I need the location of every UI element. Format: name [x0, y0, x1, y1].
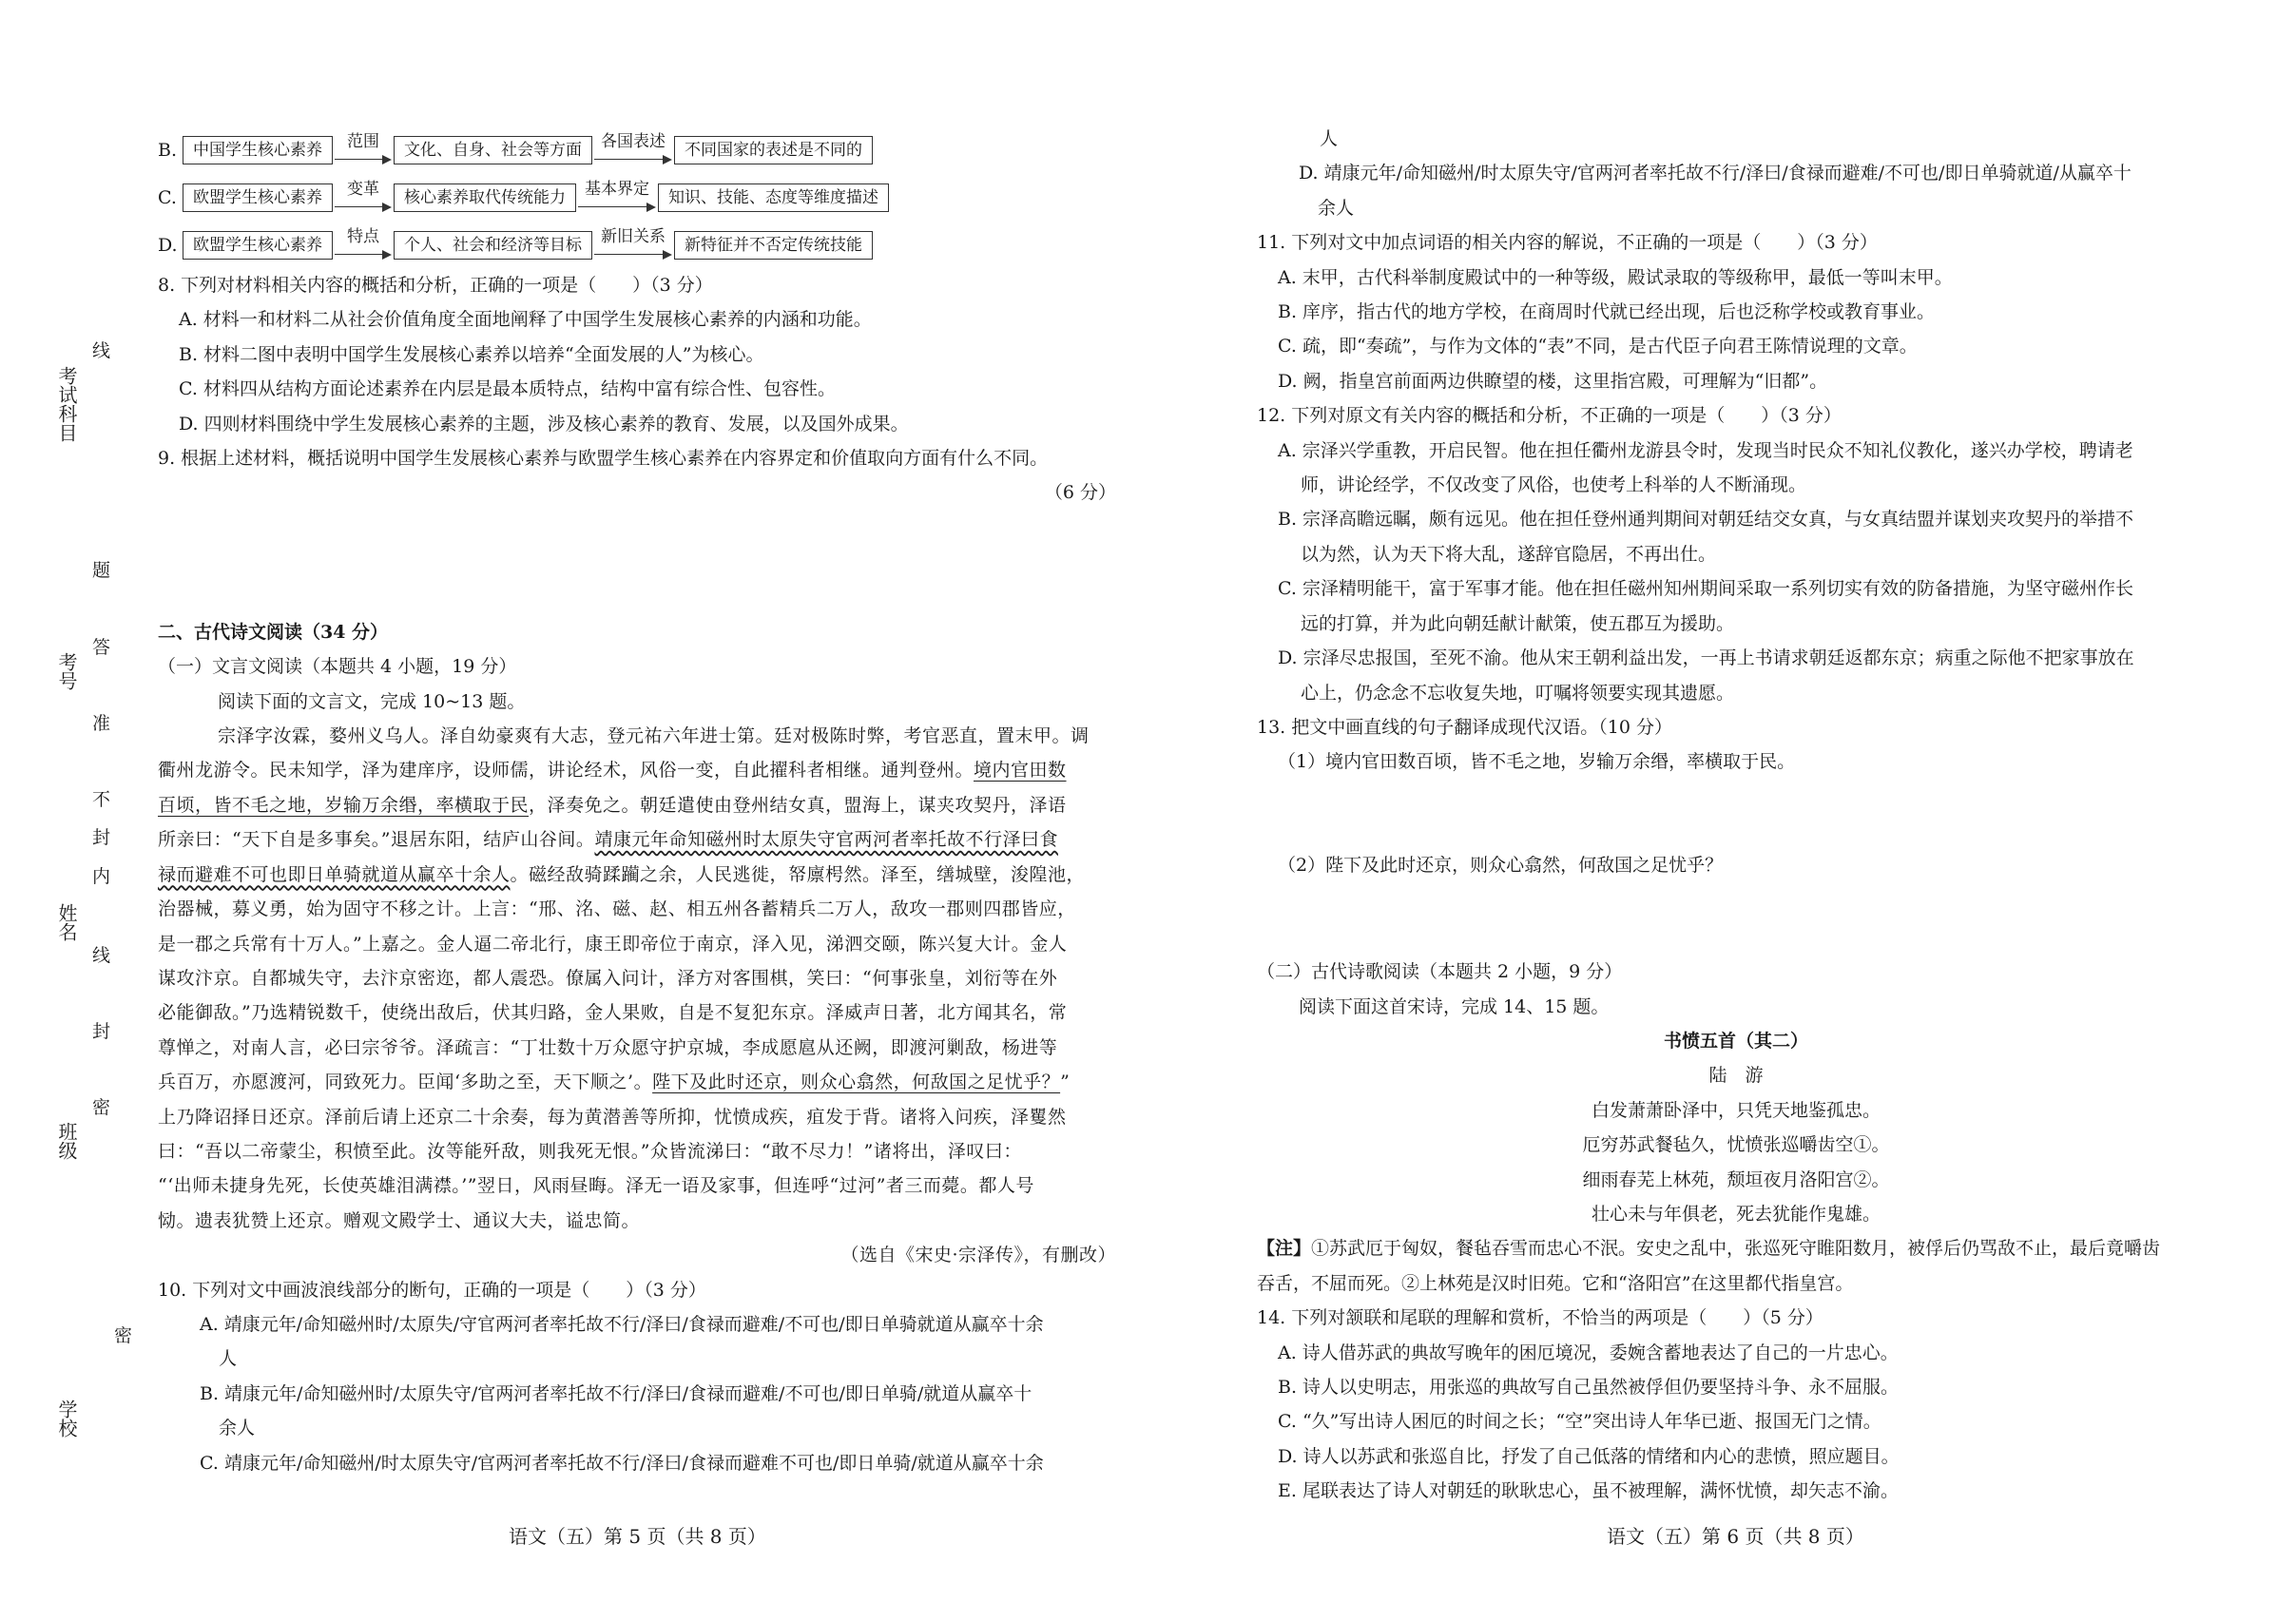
flow-option-c	[158, 179, 889, 217]
q14-stem: 14. 下列对颔联和尾联的理解和赏析，不恰当的两项是（ ）（5 分）	[1257, 1307, 1823, 1329]
wavy-underline: 禄而避难不可也即日单骑就道从赢卒十余人	[158, 863, 511, 885]
page-footer-left: 语文（五）第 5 页（共 8 页）	[509, 1525, 766, 1548]
q13-sentence-2: （2）陛下及此时还京，则众心翕然，何敌国之足忧乎？	[1278, 854, 1724, 876]
q14-option-d: D. 诗人以苏武和张巡自比，抒发了自己低落的情绪和内心的悲愤，照应题目。	[1278, 1445, 1900, 1467]
left-page	[158, 268, 1116, 1480]
flow-arrow	[592, 226, 674, 264]
q12-option-d: D. 宗泽尽忠报国，至死不渝。他从宋王朝利益出发，一再上书请求朝廷返都东京；病重之际他不把家事放在	[1278, 647, 2134, 669]
poem-author: 陆 游	[1708, 1065, 1764, 1087]
seal-char: 答	[92, 637, 111, 658]
q12-option-c-cont: 远的打算，并为此向朝廷献计献策，使五郡互为援助。	[1301, 612, 1735, 634]
q10-stem: 10. 下列对文中画波浪线部分的断句，正确的一项是（ ）（3 分）	[158, 1279, 706, 1301]
exam-subject-label: 考试科目	[55, 366, 78, 442]
q12-option-b-cont: 以为然，认为天下将大乱，遂辞官隐居，不再出仕。	[1301, 543, 1717, 565]
seal-char: 线	[92, 945, 111, 966]
q11-option-a: A. 末甲，古代科举制度殿试中的一种等级，殿试录取的等级称甲，最低一等叫末甲。	[1278, 266, 1953, 288]
passage-line: 治器械，募义勇，始为固守不移之计。上言：“邢、洺、磁、赵、相五州各蓄精兵二万人，敌攻一郡则四郡皆应，	[158, 898, 1076, 920]
q8-option-b: B. 材料二图中表明中国学生发展核心素养以培养“全面发展的人”为核心。	[179, 343, 764, 365]
flow-box: 欧盟学生核心素养	[183, 231, 333, 260]
flow-arrow	[592, 131, 674, 169]
exam-number-label: 考号	[55, 652, 78, 690]
q10-option-a: A. 靖康元年/命知磁州时/太原失/守官两河者率托故不行/泽曰/食禄而避难/不可也/即日单骑就道从赢卒十余	[200, 1313, 1044, 1335]
straight-underline: 境内官田数	[974, 760, 1067, 782]
passage-line: 尊惮之，对南人言，必曰宗爷爷。泽疏言：“丁壮数十万众愿守护京城，李成愿扈从还阙，即渡河剿敌，杨进等	[158, 1036, 1058, 1058]
q12-option-a: A. 宗泽兴学重教，开启民智。他在担任衢州龙游县令时，发现当时民众不知礼仪教化，遂兴办学校，聘请老	[1278, 439, 2133, 461]
poem-line: 厄穷苏武餐毡久，忧愤张巡嚼齿空①。	[1582, 1134, 1890, 1156]
class-label: 班级	[55, 1122, 78, 1160]
flow-box: 不同国家的表述是不同的	[674, 136, 873, 164]
subsection-1-heading: （一）文言文阅读（本题共 4 小题，19 分）	[158, 656, 517, 678]
q14-option-c: C. “久”写出诗人困厄的时间之长；“空”突出诗人年华已逝、报国无门之情。	[1278, 1411, 1881, 1433]
q10-option-d: D. 靖康元年/命知磁州/时太原失守/官两河者率托故不行/泽曰/食禄而避难/不可也/即日单骑就道/从赢卒十	[1299, 163, 2132, 184]
poem-title: 书愤五首（其二）	[1663, 1030, 1808, 1052]
wavy-underline: 靖康元年命知磁州时太原失守官两河者率托故不行泽曰食	[594, 829, 1058, 851]
straight-underline: 百顷，皆不毛之地，岁输万余缗，率横取于民	[158, 794, 530, 816]
q10-option-b: B. 靖康元年/命知磁州时/太原失守/官两河者率托故不行/泽曰/食禄而避难/不可也/即日单骑/就道从赢卒十	[200, 1382, 1032, 1404]
flow-box: 个人、社会和经济等目标	[394, 231, 592, 260]
arrow-label: 特点	[347, 227, 379, 246]
flow-box: 欧盟学生核心素养	[183, 183, 333, 212]
seal-char: 密	[114, 1325, 133, 1346]
seal-char: 题	[92, 560, 111, 581]
q8-option-d: D. 四则材料围绕中学生发展核心素养的主题，涉及核心素养的教育、发展，以及国外成果。	[179, 413, 909, 434]
q11-option-d: D. 阙，指皇宫前面两边供瞭望的楼，这里指宫殿，可理解为“旧都”。	[1278, 370, 1828, 392]
flow-arrow	[576, 179, 658, 217]
passage-line	[158, 753, 1116, 787]
classical-passage	[158, 719, 1116, 1273]
subsection-2-heading: （二）古代诗歌阅读（本题共 2 小题，9 分）	[1257, 961, 1623, 983]
q14-option-a: A. 诗人借苏武的典故写晚年的困厄境况，委婉含蓄地表达了自己的一片忠心。	[1278, 1342, 1899, 1363]
q10-option-a-cont: 人	[219, 1348, 238, 1370]
option-label: B.	[158, 140, 178, 161]
arrow-label: 新旧关系	[601, 227, 666, 246]
note-text: ①苏武厄于匈奴，餐毡吞雪而忠心不泯。安史之乱中，张巡死守睢阳数月，被俘后仍骂敌不止，最后竟嚼齿	[1311, 1238, 2161, 1260]
passage-text: 兵百万，亦愿渡河，同致死力。臣闻‘多助之至，天下顺之’。	[158, 1072, 653, 1093]
passage-text: 。磁经敌骑蹂躏之余，人民逃徙，帑廪枵然。泽至，缮城壁，浚隍池，	[510, 863, 1086, 885]
q8-option-a: A. 材料一和材料二从社会价值角度全面地阐释了中国学生发展核心素养的内涵和功能。	[179, 309, 872, 331]
arrow-label: 基本界定	[585, 180, 649, 199]
school-label: 学校	[55, 1400, 78, 1438]
q10-option-b-cont: 余人	[219, 1418, 256, 1439]
flow-option-d	[158, 226, 873, 264]
option-label: D.	[158, 235, 178, 256]
passage-text: 衢州龙游令。民未知学，泽为建庠序，设师儒，讲论经术，风俗一变，自此擢科者相继。通判登州。	[158, 760, 974, 782]
seal-char: 密	[92, 1097, 111, 1118]
q11-stem: 11. 下列对文中加点词语的相关内容的解说，不正确的一项是（ ）（3 分）	[1257, 232, 1878, 254]
q12-option-d-cont: 心上，仍念念不忘收复失地，叮嘱将领要实现其遗愿。	[1301, 682, 1735, 704]
passage-text: 所亲曰：“天下自是多事矣。”退居东阳，结庐山谷间。	[158, 829, 595, 851]
instruction-2: 阅读下面这首宋诗，完成 14、15 题。	[1299, 995, 1610, 1017]
straight-underline: 陛下及此时还京，则众心翕然，何敌国之足忧乎？	[652, 1072, 1061, 1093]
passage-line	[158, 858, 1116, 892]
name-label: 姓名	[55, 903, 78, 941]
passage-line: 宗泽字汝霖，婺州义乌人。泽自幼豪爽有大志，登元祐六年进士第。廷对极陈时弊，考官恶直，置末甲。调	[218, 725, 1090, 747]
flow-box: 核心素养取代传统能力	[394, 183, 576, 212]
passage-line: “‘出师未捷身先死，长使英雄泪满襟。’”翌日，风雨昼晦。泽无一语及家事，但连呼“过河”者三而薨。都人号	[158, 1175, 1034, 1197]
q10-option-c: C. 靖康元年/命知磁州/时太原失守/官两河者率托故不行/泽曰/食禄而避难不可也/即日单骑/就道从赢卒十余	[200, 1452, 1044, 1474]
flow-option-b	[158, 131, 873, 169]
flow-arrow	[333, 179, 394, 217]
poem-line: 壮心未与年俱老，死去犹能作鬼雄。	[1591, 1203, 1881, 1225]
q8-stem: 8. 下列对材料相关内容的概括和分析，正确的一项是（ ）（3 分）	[158, 275, 713, 296]
q10-option-c-cont: 人	[1320, 128, 1339, 149]
q12-option-c: C. 宗泽精明能干，富于军事才能。他在担任磁州知州期间采取一系列切实有效的防备措施，为坚守磁州作长	[1278, 578, 2133, 600]
passage-line: 曰：“吾以二帝蒙尘，积愤至此。汝等能歼敌，则我死无恨。”众皆流涕曰：“敢不尽力！”诸将出，泽叹曰：	[158, 1140, 1022, 1162]
q9-stem: 9. 根据上述材料，概括说明中国学生发展核心素养与欧盟学生核心素养在内容界定和价值取向方面有什么不同。	[158, 448, 1049, 470]
seal-char: 封	[92, 1021, 111, 1042]
seal-char: 封	[92, 827, 111, 848]
flow-box: 文化、自身、社会等方面	[394, 136, 592, 164]
q10-option-d-cont: 余人	[1318, 197, 1355, 219]
flow-box: 中国学生核心素养	[183, 136, 333, 164]
instruction-1: 阅读下面的文言文，完成 10~13 题。	[218, 690, 526, 712]
arrow-label: 范围	[347, 132, 379, 151]
q12-option-a-cont: 师，讲论经学，不仅改变了风俗，也使考上科举的人不断涌现。	[1301, 474, 1807, 496]
flow-box: 新特征并不否定传统技能	[674, 231, 873, 260]
arrow-label: 各国表述	[601, 132, 666, 151]
passage-line: 必能御敌。”乃选精锐数千，使绕出敌后，伏其归路，金人果败，自是不复犯东京。泽威声日著，北方闻其名，常	[158, 1002, 1068, 1024]
page-footer-right: 语文（五）第 6 页（共 8 页）	[1607, 1525, 1864, 1548]
flow-arrow	[333, 226, 394, 264]
passage-line	[158, 1065, 1116, 1099]
q11-option-b: B. 庠序，指古代的地方学校，在商周时代就已经出现，后也泛称学校或教育事业。	[1278, 301, 1936, 323]
q12-stem: 12. 下列对原文有关内容的概括和分析，不正确的一项是（ ）（3 分）	[1257, 405, 1842, 427]
seal-char: 准	[92, 713, 111, 734]
poem-note	[1257, 1231, 2215, 1265]
passage-line: 恸。遗表犹赞上还京。赠观文殿学士、通议大夫，谥忠简。	[158, 1209, 641, 1231]
q14-option-b: B. 诗人以史明志，用张巡的典故写自己虽然被俘但仍要坚持斗争、永不屈服。	[1278, 1377, 1900, 1398]
poem-line: 细雨春芜上林苑，颓垣夜月洛阳宫②。	[1582, 1168, 1890, 1190]
seal-char: 内	[92, 866, 111, 887]
flow-arrow	[333, 131, 394, 169]
poem-note-cont: 吞舌，不屈而死。②上林苑是汉时旧苑。它和“洛阳宫”在这里都代指皇宫。	[1257, 1272, 1854, 1294]
passage-source: （选自《宋史·宗泽传》，有删改）	[840, 1245, 1116, 1266]
seal-char: 线	[92, 340, 111, 361]
q11-option-c: C. 疏，即“奏疏”，与作为文体的“表”不同，是古代臣子向君王陈情说理的文章。	[1278, 336, 1918, 357]
passage-line: 谋攻汴京。自都城失守，去汴京密迩，都人震恐。僚属入问计，泽方对客围棋，笑曰：“何事张皇，刘衍等在外	[158, 967, 1058, 989]
passage-text: ”	[1060, 1072, 1071, 1093]
q13-sentence-1: （1）境内官田数百顷，皆不毛之地，岁输万余缗，率横取于民。	[1278, 751, 1796, 773]
option-label: C.	[158, 187, 177, 208]
q13-stem: 13. 把文中画直线的句子翻译成现代汉语。（10 分）	[1257, 716, 1672, 738]
arrow-label: 变革	[347, 180, 379, 199]
q12-option-b: B. 宗泽高瞻远瞩，颇有远见。他在担任登州通判期间对朝廷结交女真，与女真结盟并谋划夹攻契丹的举措不	[1278, 509, 2134, 531]
seal-char: 不	[92, 789, 111, 810]
passage-text: ，泽奏免之。朝廷遣使由登州结女真，盟海上，谋夹攻契丹，泽语	[529, 794, 1067, 816]
passage-line: 是一郡之兵常有十万人。”上嘉之。金人逼二帝北行，康王即帝位于南京，泽入见，涕泗交颐，陈兴复大计。金人	[158, 933, 1068, 955]
q8-option-c: C. 材料四从结构方面论述素养在内层是最本质特点，结构中富有综合性、包容性。	[179, 378, 836, 400]
passage-line: 上乃降诏择日还京。泽前后请上还京二十余奏，每为黄潜善等所抑，忧愤成疾，疽发于背。诸将入问疾，泽矍然	[158, 1106, 1067, 1128]
q9-score: （6 分）	[1044, 482, 1116, 504]
q14-option-e: E. 尾联表达了诗人对朝廷的耿耿忠心，虽不被理解，满怀忧愤，却矢志不渝。	[1278, 1480, 1899, 1502]
right-page	[1257, 122, 2215, 1509]
passage-line	[158, 822, 1116, 857]
passage-line	[158, 788, 1116, 822]
section-2-heading: 二、古代诗文阅读（34 分）	[158, 621, 389, 643]
flow-box: 知识、技能、态度等维度描述	[658, 183, 889, 212]
poem-line: 白发萧萧卧泽中，只凭天地鉴孤忠。	[1591, 1099, 1881, 1121]
note-label: 【注】	[1257, 1238, 1312, 1260]
